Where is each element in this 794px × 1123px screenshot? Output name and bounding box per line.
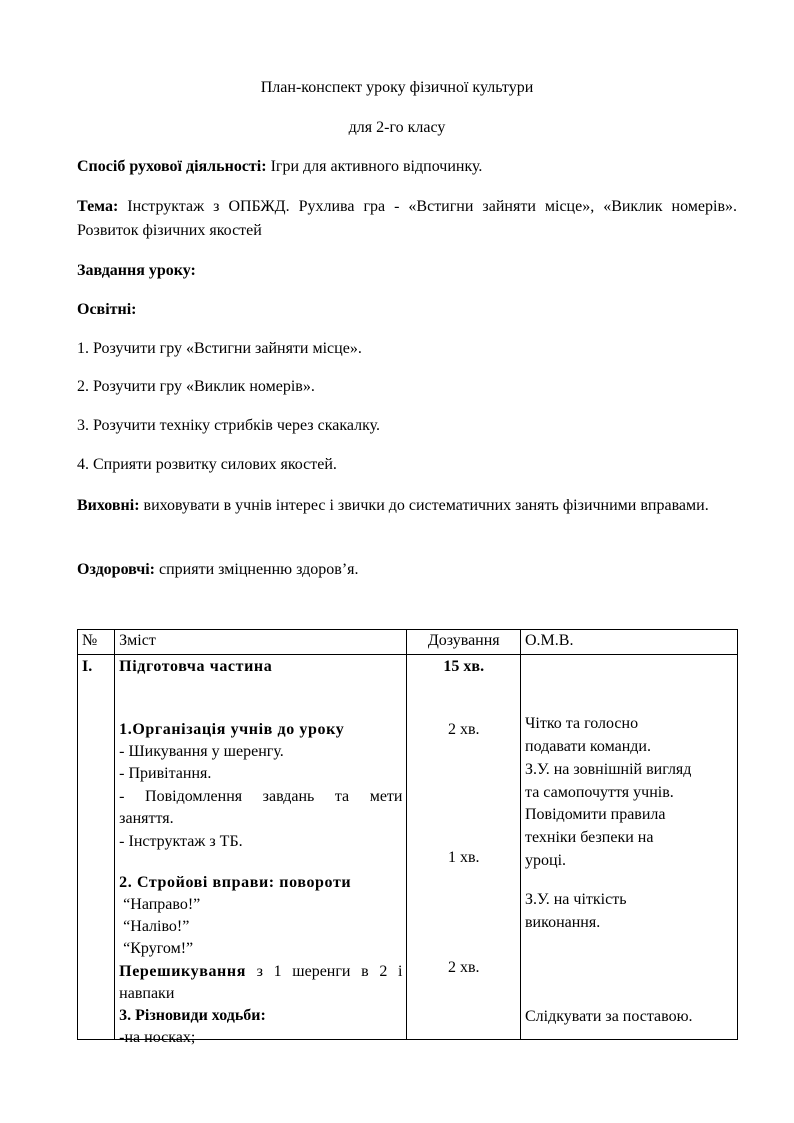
upbringing-text: виховувати в учнів інтерес і звички до систематичних занять фізичними вправами.: [139, 497, 709, 514]
regroup-dose: 2 хв.: [447, 959, 480, 976]
list-item: - Шикування у шеренгу.: [119, 743, 284, 760]
note-line: подавати команди.: [525, 738, 651, 755]
section-dose: 15 хв.: [443, 658, 485, 675]
upbringing-paragraph: [77, 494, 737, 518]
item1-title: 1.Організація учнів до уроку: [119, 721, 345, 738]
item3-title: 3. Різновиди ходьби:: [119, 1007, 266, 1024]
educational-heading: Освітні:: [77, 301, 137, 318]
method-paragraph: [77, 157, 737, 176]
note-line: виконання.: [525, 914, 601, 931]
table-header-row: [78, 630, 738, 655]
health-label: Оздоровчі:: [77, 561, 156, 578]
dosage-cell: [407, 655, 521, 1040]
method-text: Ігри для активного відпочинку.: [266, 158, 483, 175]
row-number-cell: [78, 655, 115, 1040]
list-item: - Інструктаж з ТБ.: [119, 833, 243, 850]
header-number: №: [78, 630, 115, 655]
note-line: уроці.: [525, 852, 567, 869]
topic-text: Інструктаж з ОПБЖД. Рухлива гра - «Встигни зайняти місце», «Виклик номерів». Розвиток фізичних якостей: [77, 198, 737, 239]
note-line: Повідомити правила: [525, 806, 666, 823]
note-line: Слідкувати за поставою.: [525, 1008, 693, 1025]
note-line: З.У. на чіткість: [525, 891, 627, 908]
list-item: “Кругом!”: [123, 940, 194, 957]
regroup-text: з 1 шеренги в 2 і: [245, 963, 403, 980]
task-item: 3. Розучити техніку стрибків через скакалку.: [77, 417, 381, 434]
task-item: 2. Розучити гру «Виклик номерів».: [77, 378, 315, 395]
regroup-line: [119, 961, 402, 983]
task-item: 4. Сприяти розвитку силових якостей.: [77, 456, 337, 473]
note-line: З.У. на зовнішній вигляд: [525, 761, 692, 778]
note-line: техніки безпеки на: [525, 829, 654, 846]
list-item: - Привітання.: [119, 765, 212, 782]
item2-title: 2. Стройові вправи: повороти: [119, 874, 352, 891]
header-content: Зміст: [115, 630, 407, 655]
tasks-heading: Завдання уроку:: [77, 262, 196, 279]
task-item: 1. Розучити гру «Встигни зайняти місце».: [77, 340, 362, 357]
page-title: План-конспект уроку фізичної культури: [260, 79, 534, 96]
list-item: заняття.: [119, 810, 174, 827]
list-item: - Повідомлення завдань та мети: [119, 788, 403, 805]
upbringing-label: Виховні:: [77, 497, 140, 514]
lesson-table: [77, 629, 738, 1046]
item1-dose: 2 хв.: [447, 721, 480, 738]
regroup-line-2: навпаки: [119, 985, 175, 1002]
list-item: “Наліво!”: [123, 918, 190, 935]
health-paragraph: [77, 560, 737, 579]
method-label: Спосіб рухової діяльності:: [77, 158, 267, 175]
health-text: сприяти зміцненню здоров’я.: [155, 561, 359, 578]
note-line: та самопочуття учнів.: [525, 784, 674, 801]
content-cell: [115, 655, 407, 1046]
note-line: Чітко та голосно: [525, 715, 639, 732]
regroup-label: Перешикування: [119, 963, 246, 980]
header-omv: О.М.В.: [521, 630, 738, 655]
row-number: I.: [82, 658, 93, 675]
item2-dose: 1 хв.: [447, 849, 480, 866]
omv-cell: [521, 655, 738, 1040]
topic-label: Тема:: [77, 198, 119, 215]
list-item: -на носках;: [119, 1029, 196, 1046]
list-item: “Направо!”: [123, 896, 201, 913]
topic-paragraph: [77, 195, 737, 243]
table-row: [78, 655, 738, 1040]
header-dosage: Дозування: [407, 630, 521, 655]
section-title: Підготовча частина: [119, 658, 273, 675]
page-subtitle: для 2-го класу: [348, 119, 446, 136]
